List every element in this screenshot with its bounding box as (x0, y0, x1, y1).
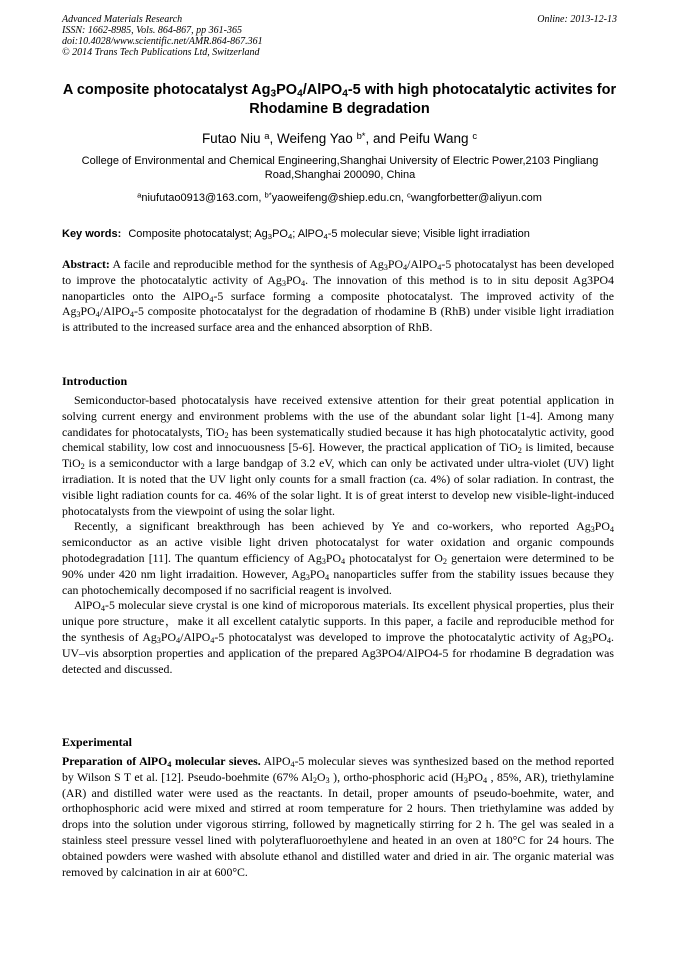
online-date: Online: 2013-12-13 (537, 14, 617, 25)
section-heading-introduction: Introduction (62, 374, 128, 388)
experimental-paragraph-1: Preparation of AlPO$_4$ molecular sieves. AlPO$_4$-5 molecular sieves was synthesized based on the method reported by Wilson S T et al. [12]. Pseudo-boehmite (67% $Al_2O_3$ ), ortho-phosphoric acid ($H_3PO_4$ , 85%, AR), triethylamine (AR) and distilled water were used as the reactants. In detail, proper amounts of pseudo-boehmite, water, and orthophosphoric acid were mixed and stirred at room temperature for 2 hours. Then triethylamine was added by drops into the solution under vigorous stirring, followed by magnetically stirring for 2 h. The gel was sealed in a stainless steel pressure vessel lined with polyterafluoroethylene and heated in an oven at 180°C for 24 hours. The obtained powders were washed with absolute ethanol and distilled water and dried in air. The organic material was removed by calcination in air at 600°C. (62, 754, 614, 879)
author-list: Futao Niu $^a$, Weifeng Yao $^{b*}$, and Peifu Wang $^c$ (201, 130, 478, 146)
abstract-label: Abstract: (62, 257, 110, 271)
abstract: Abstract: A facile and reproducible method for the synthesis of $Ag_3PO_4/AlPO_4-5$ photocatalyst has been developed to improve the photocatalytic activity of $Ag_3PO_4$. The innovation of this method is to in situ deposit Ag3PO4 nanoparticles onto the AlPO$_4$-5 surface forming a composite photocatalyst. The improved activity of the $Ag_3PO_4/AlPO_4-5$ composite photocatalyst for the degradation of rhodamine B (RhB) under visible light irradiation is attributed to the increased surface area and the enhanced absorption of RhB. (62, 257, 615, 335)
doi-line: doi:10.4028/www.scientific.net/AMR.864-867.361 (62, 36, 263, 47)
section-heading-experimental: Experimental (62, 735, 132, 749)
journal-header (62, 14, 617, 58)
keywords-label: Key words: (62, 228, 122, 240)
issn-line: ISSN: 1662-8985, Vols. 864-867, pp 361-365 (62, 25, 242, 36)
paper-title: A composite photocatalyst $Ag_3PO_4/AlPO_4-5$ with high photocatalytic activites for Rhodamine B degradation (62, 82, 617, 117)
intro-paragraph-1: Semiconductor-based photocatalysis have received extensive attention for their great potential application in solving current energy and environment problems with the use of the abundant solar light [1-4]. Among many candidates for photocatalysts, TiO$_2$ has been systematically studied because it has high photocatalytic activity, good chemical stability, low cost and innocuousness [5-6]. However, the practical application of TiO$_2$ is limited, because TiO$_2$ is a semiconductor with a large bandgap of 3.2 eV, which can only be activated under ultra-violet (UV) light irradiation. It is noted that the UV light only counts for a small fraction (ca. 4%) of solar radiation. In contrast, the visible light radiation counts for ca. 46% of the solar light. It is of great interst to develop new visible-light-induced photocatalysts from the viewpoint of using the solar light. (62, 393, 615, 518)
introduction-body (62, 393, 614, 677)
subsection-heading: Preparation of AlPO$_4$ molecular sieves. (62, 754, 261, 770)
affiliation: College of Environmental and Chemical Engineering,Shanghai University of Electric Power,2103 Pingliang Road,Shanghai 200090, China (81, 155, 599, 181)
copyright-line: © 2014 Trans Tech Publications Ltd, Switzerland (62, 47, 260, 58)
journal-name: Advanced Materials Research (62, 14, 183, 25)
keywords: Key words: Composite photocatalyst; $Ag_3PO_4$; AlPO$_4$-5 molecular sieve; Visible light irradiation (62, 228, 530, 241)
intro-paragraph-2: Recently, a significant breakthrough has been achieved by Ye and co-workers, who reported $Ag_3PO_4$ semiconductor as an active visible light driven photocatalyst for water oxidation and organic compounds photodegradation [11]. The quantum efficiency of $Ag_3PO_4$ photocatalyst for $O_2$ genertaion were determined to be 90% under 420 nm light irradaition. However, $Ag_3PO_4$ nanoparticles suffer from the stability issues because they can photochemically decomposed if no sacrificial reagent is involved. (62, 519, 615, 597)
intro-paragraph-3: AlPO$_4$-5 molecular sieve crystal is one kind of microporous materials. Its excellent physical properties, plus their unique pore structure，make it all excellent catalytic supports. In this paper, a facile and reproducible method for the synthesis of $Ag_3PO_4/AlPO_4-5$ photocatalyst was developed to improve the photocatalytic activity of $Ag_3PO_4$. UV–vis absorption properties and application of the prepared Ag3PO4/AlPO4-5 for rhodamine B degradation was detected and discussed. (62, 598, 614, 676)
author-emails: $^a$niufutao0913@163.com, $^{b*}$yaoweifeng@shiep.edu.cn, $^c$wangforbetter@aliyun.com (137, 190, 542, 204)
experimental-body (62, 754, 614, 880)
